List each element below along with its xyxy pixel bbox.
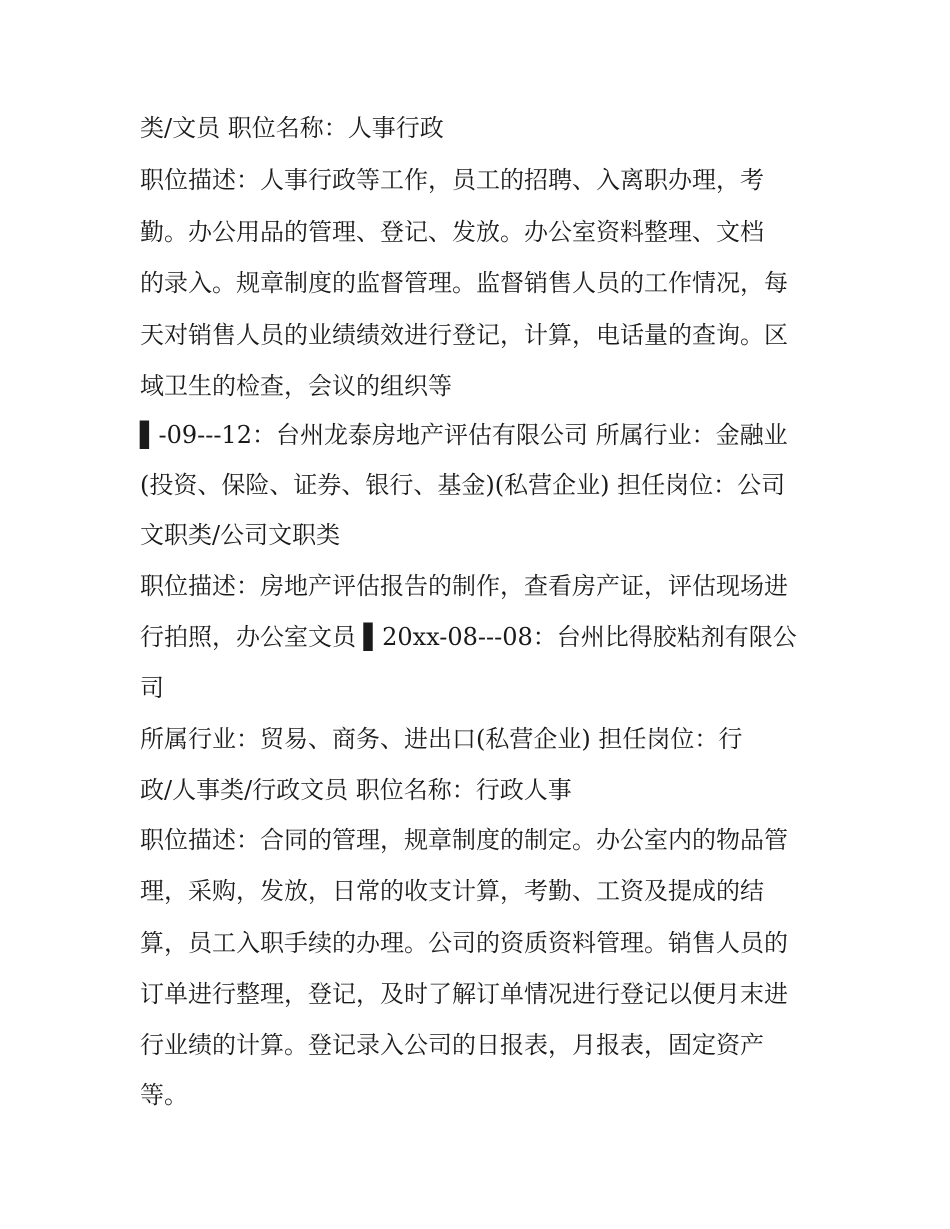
- text-line: 政/人事类/行政文员 职位名称：行政人事: [140, 776, 572, 804]
- text-line: 行拍照，办公室文员 ▌20xx-08---08：台州比得胶粘剂有限公: [140, 623, 797, 651]
- text-line: ▌-09---12：台州龙泰房地产评估有限公司 所属行业：金融业: [140, 421, 788, 449]
- text-line: 行业绩的计算。登记录入公司的日报表，月报表，固定资产: [140, 1031, 764, 1059]
- text-line: 类/文员 职位名称：人事行政: [140, 114, 444, 142]
- text-line: 域卫生的检查，会议的组织等: [140, 372, 452, 400]
- text-line: 算，员工入职手续的办理。公司的资质资料管理。销售人员的: [140, 929, 788, 957]
- text-line: 勤。办公用品的管理、登记、发放。办公室资料整理、文档: [140, 218, 764, 246]
- text-line: 文职类/公司文职类: [140, 521, 341, 549]
- text-line: 理，采购，发放，日常的收支计算，考勤、工资及提成的结: [140, 877, 764, 905]
- text-line: 天对销售人员的业绩绩效进行登记，计算，电话量的查询。区: [140, 321, 788, 349]
- text-line: 职位描述：房地产评估报告的制作，查看房产证，评估现场进: [140, 572, 788, 600]
- text-line: 所属行业：贸易、商务、进出口(私营企业) 担任岗位：行: [140, 725, 743, 753]
- text-line: 的录入。规章制度的监督管理。监督销售人员的工作情况，每: [140, 269, 788, 297]
- text-line: 订单进行整理，登记，及时了解订单情况进行登记以便月末进: [140, 980, 788, 1008]
- text-line: 司: [140, 674, 164, 702]
- text-line: 职位描述：合同的管理，规章制度的制定。办公室内的物品管: [140, 826, 788, 854]
- text-line: 职位描述：人事行政等工作，员工的招聘、入离职办理，考: [140, 166, 764, 194]
- text-line: 等。: [140, 1081, 188, 1109]
- text-line: (投资、保险、证券、银行、基金)(私营企业) 担任岗位：公司: [140, 471, 786, 499]
